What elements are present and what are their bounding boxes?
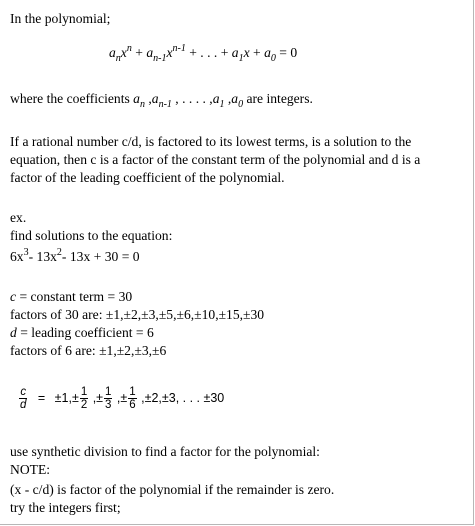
sup-n-1: n-1 — [172, 43, 186, 54]
frac-num-1: 1 — [105, 386, 112, 399]
plus-1: + — [131, 45, 147, 60]
intro-text: In the polynomial; — [10, 11, 111, 26]
frac-den-6: 6 — [129, 399, 136, 412]
equals-zero: = 0 — [275, 45, 298, 60]
sub-n: n — [115, 53, 121, 64]
cd-tail: ,±2,±3, . . . ±30 — [137, 391, 225, 405]
synthetic-line-3: (x - c/d) is factor of the polynomial if the remainder is zero. — [10, 482, 335, 497]
theorem-line-2: equation, then c is a factor of the constant term of the polynomial and d is a — [10, 152, 421, 167]
coeff-a: a — [151, 91, 159, 106]
sub-n-1: n-1 — [153, 53, 167, 64]
eq-term-b: - 13x — [28, 249, 57, 264]
cd-pm1: ±1,± — [54, 391, 79, 405]
coeff-after: are integers. — [243, 91, 313, 106]
term-x: x — [166, 45, 173, 60]
sub-0: 0 — [270, 53, 276, 64]
factors-6: factors of 6 are: ±1,±2,±3,±6 — [10, 343, 167, 358]
example-task: find solutions to the equation: — [10, 228, 173, 243]
fraction-c-over-d — [19, 386, 27, 411]
factors-30: factors of 30 are: ±1,±2,±3,±5,±6,±10,±15,±30 — [10, 307, 265, 322]
sup-n: n — [126, 43, 132, 54]
coeff-sub-0: 0 — [238, 99, 244, 110]
synthetic-line-1: use synthetic division to find a factor for the polynomial: — [10, 444, 320, 459]
coeff-ellipsis: , . . . . , — [171, 91, 213, 106]
polynomial-equation — [109, 44, 297, 63]
term-x: x — [243, 45, 250, 60]
fraction-1-2 — [80, 386, 88, 411]
eq-exp-2: 2 — [56, 247, 62, 258]
plus-dots: + . . . + — [185, 45, 232, 60]
constant-text: = constant term = 30 — [16, 289, 133, 304]
term-a: a — [231, 45, 239, 60]
frac-den-3: 3 — [105, 399, 112, 412]
coeff-sub-n-1: n-1 — [158, 99, 172, 110]
fraction-1-6 — [128, 386, 136, 411]
theorem-line-3: factor of the leading coefficient of the polynomial. — [10, 170, 285, 185]
eq-term-c: - 13x + 30 = 0 — [61, 249, 140, 264]
synthetic-line-4: try the integers first; — [10, 500, 121, 515]
frac-num-c: c — [20, 386, 27, 399]
cd-sep: ,± — [89, 391, 104, 405]
coeff-sub-n: n — [139, 99, 145, 110]
coeff-a: a — [231, 91, 239, 106]
frac-den-2: 2 — [80, 399, 88, 412]
term-a: a — [109, 45, 116, 60]
coeff-a: a — [133, 91, 140, 106]
coeff-before: where the coefficients — [10, 91, 134, 106]
cd-sep: ,± — [113, 391, 128, 405]
frac-den-d: d — [20, 399, 27, 412]
var-d: d — [10, 325, 17, 340]
fraction-1-3 — [104, 386, 112, 411]
note-label: NOTE: — [10, 462, 51, 477]
theorem-line-1: If a rational number c/d, is factored to its lowest terms, is a solution to the — [10, 134, 412, 149]
frac-num-1: 1 — [129, 386, 136, 399]
coeff-sub-1: 1 — [219, 99, 225, 110]
leading-text: = leading coefficient = 6 — [16, 325, 154, 340]
term-a: a — [146, 45, 154, 60]
example-label: ex. — [10, 210, 27, 225]
term-x: x — [120, 45, 127, 60]
example-equation — [10, 248, 140, 267]
eq-term-a: 6x — [10, 249, 24, 264]
coefficients-line — [10, 90, 313, 109]
plus-2: + — [249, 45, 265, 60]
var-c: c — [10, 289, 17, 304]
coeff-a: a — [212, 91, 220, 106]
eq-exp-3: 3 — [23, 247, 29, 258]
coeff-sep: , — [224, 91, 232, 106]
cd-fractions-line — [18, 380, 224, 416]
constant-term-line — [10, 288, 132, 305]
coeff-sep: , — [144, 91, 152, 106]
term-a: a — [264, 45, 271, 60]
cd-equals: = — [34, 391, 49, 405]
leading-coefficient-line — [10, 324, 154, 341]
sub-1: 1 — [238, 53, 244, 64]
frac-num-1: 1 — [80, 386, 88, 399]
